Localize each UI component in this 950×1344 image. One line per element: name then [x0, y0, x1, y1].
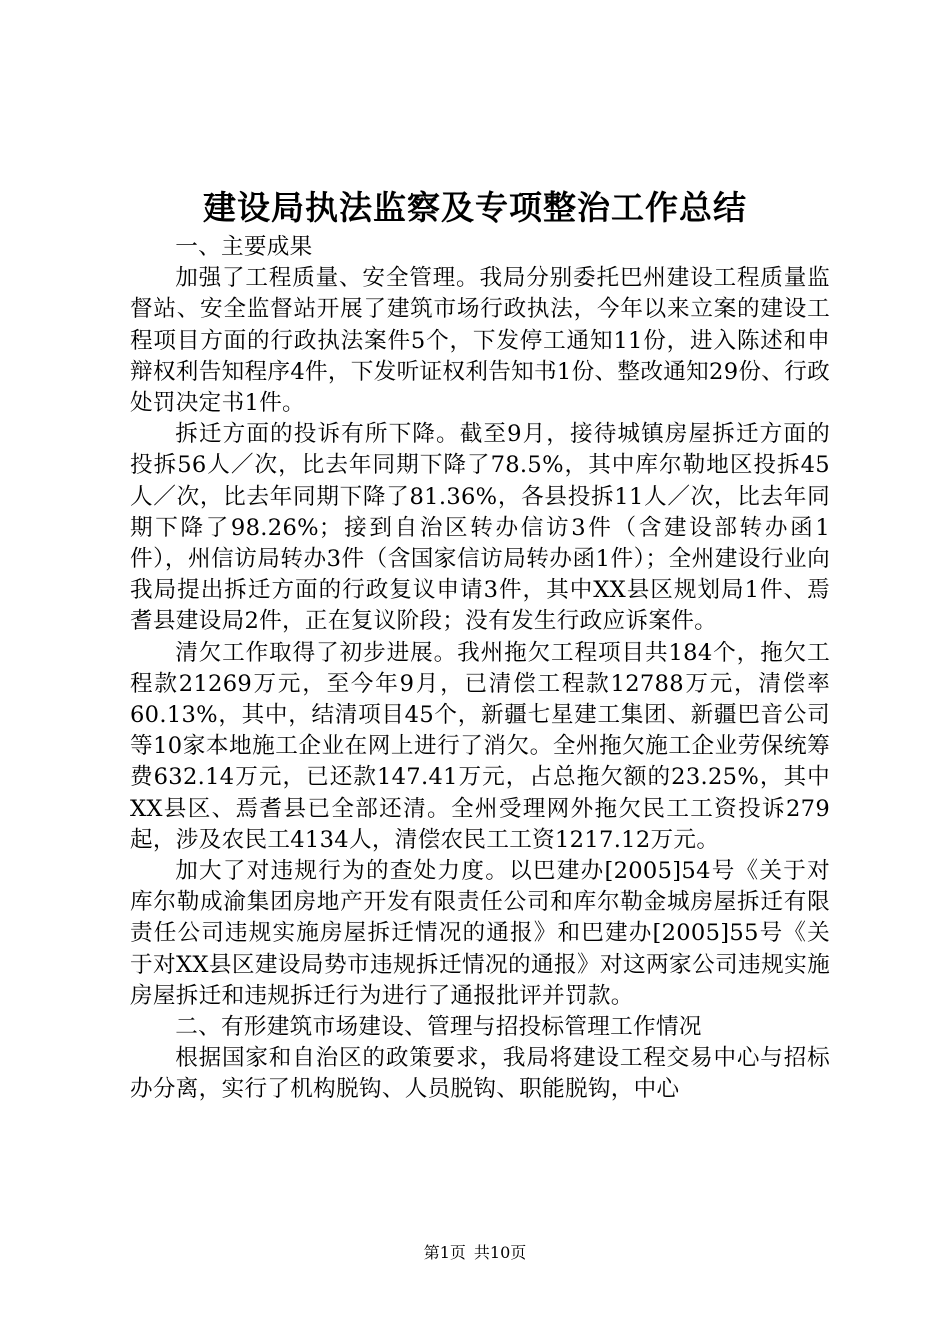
page-number: 第1页 [423, 1243, 466, 1262]
page-footer [0, 1242, 950, 1264]
section-heading-main-results: 一、主要成果 [175, 234, 313, 260]
section-heading-market-bidding: 二、有形建筑市场建设、管理与招投标管理工作情况 [175, 1014, 702, 1041]
paragraph-quality-safety: 加强了工程质量、安全管理。我局分别委托巴州建设工程质量监督站、安全监督站开展了建筑市场行政执法，今年以来立案的建设工程项目方面的行政执法案件5个，下发停工通知11份，进入陈述和申辩权利告知程序4件，下发听证权利告知书1份、整改通知29份、行政处罚决定书1件。 [130, 265, 830, 417]
page-total: 共10页 [473, 1243, 527, 1262]
paragraph-arrears-clearing: 清欠工作取得了初步进展。我州拖欠工程项目共184个，拖欠工程款21269万元，至今年9月，已清偿工程款12788万元，清偿率60.13%，其中，结清项目45个，新疆七星建工集团、新疆巴音公司等10家本地施工企业在网上进行了消欠。全州拖欠施工企业劳保统筹费632.14万元，已还款147.41万元，占总拖欠额的23.25%，其中XX县区、焉耆县已全部还清。全州受理网外拖欠民工工资投诉279起，涉及农民工4134人，清偿农民工工资1217.12万元。 [130, 639, 830, 853]
paragraph-demolition-complaints: 拆迁方面的投诉有所下降。截至9月，接待城镇房屋拆迁方面的投拆56人／次，比去年同期下降了78.5%，其中库尔勒地区投拆45人／次，比去年同期下降了81.36%，各县投拆11人／次，比去年同期下降了98.26%；接到自治区转办信访3件（含建设部转办函1件），州信访局转办3件（含国家信访局转办函1件）；全州建设行业向我局提出拆迁方面的行政复议申请3件，其中XX县区规划局1件、焉耆县建设局2件，正在复议阶段；没有发生行政应诉案件。 [130, 421, 830, 635]
paragraph-policy: 根据国家和自治区的政策要求，我局将建设工程交易中心与招标办分离，实行了机构脱钩、人员脱钩、职能脱钩，中心 [130, 1045, 830, 1103]
paragraph-violations: 加大了对违规行为的查处力度。以巴建办[2005]54号《关于对库尔勒成渝集团房地产开发有限责任公司和库尔勒金城房屋拆迁有限责任公司违规实施房屋拆迁情况的通报》和巴建办[2005]55号《关于对XX县区建设局势市违规拆迁情况的通报》对这两家公司违规实施房屋拆迁和违规拆迁行为进行了通报批评并罚款。 [130, 858, 831, 1009]
document-title: 建设局执法监察及专项整治工作总结 [203, 188, 747, 227]
document-body [130, 232, 830, 1106]
